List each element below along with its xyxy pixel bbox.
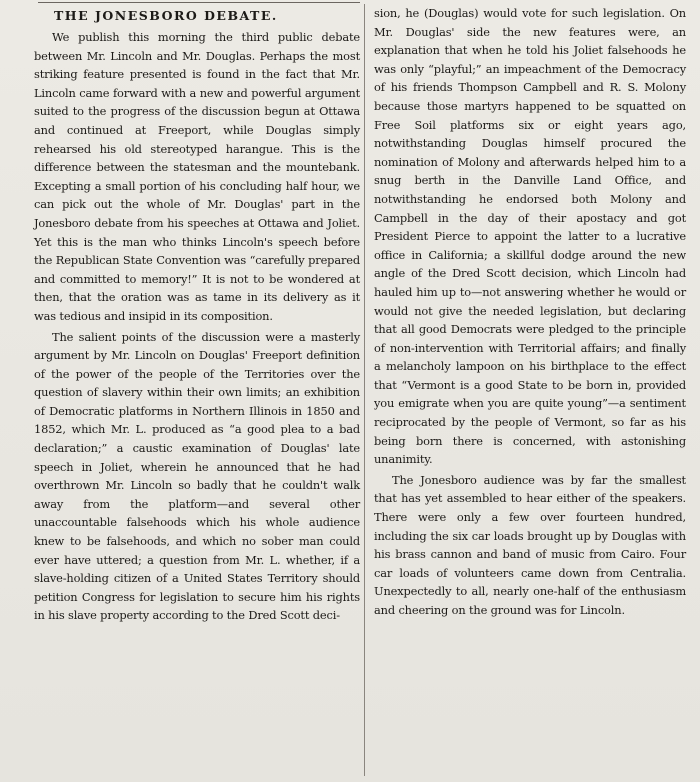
paragraph-3: The Jonesboro audience was by far the smallest that has yet assembled to hear either of the speakers. There were only a few over fourteen hundred, including the six car loads brought up by Douglas with his brass cannon and band of music from Cairo. Four car loads of volunteers came down from Centralia. Unexpectedly to all, nearly one-half of the enthusiasm and cheering on the ground was for Lincoln. bbox=[374, 472, 686, 617]
article-title: THE JONESBORO DEBATE. bbox=[54, 8, 278, 23]
top-rule bbox=[38, 2, 360, 3]
right-column bbox=[374, 4, 686, 620]
paragraph-1: We publish this morning the third public debate between Mr. Lincoln and Mr. Douglas. Perhaps the most striking feature presented is found in the fact that Mr. Lincoln came forward with a new and powerful argument suited to the progress of the discussion begun at Ottawa and continued at Freeport, while Douglas simply rehearsed his old stereotyped harangue. This is the difference between the statesman and the mountebank. Excepting a small portion of his concluding half hour, we can pick out the whole of Mr. Douglas' part in the Jonesboro debate from his speeches at Ottawa and Joliet. Yet this is the man who thinks Lincoln's speech before the Republican State Convention was “carefully prepared and committed to memory!” It is not to be wondered at then, that the oration was as tame in its delivery as it was tedious and insipid in its composition. bbox=[34, 30, 360, 323]
paragraph-2: The salient points of the discussion were a masterly argument by Mr. Lincoln on Douglas' Freeport definition of the power of the people of the Territories over the question of slavery within their own limits; an exhibition of Democratic platforms in Northern Illinois in 1850 and 1852, which Mr. L. produced as “a good plea to a bad declaration;” a caustic examination of Douglas' late speech in Joliet, wherein he announced that he had overthrown Mr. Lincoln so badly that he couldn't walk away from the platform—and several other unaccountable falsehoods which his whole audience knew to be falsehoods, and which no sober man could ever have uttered; a question from Mr. L. whether, if a slave-holding citizen of a United States Territory should petition Congress for legislation to secure him his rights in his slave property according to the Dred Scott deci- bbox=[34, 329, 360, 623]
paragraph-2-continued: sion, he (Douglas) would vote for such legislation. On Mr. Douglas' side the new features were, an explanation that when he told his Joliet falsehoods he was only “playful;” an impeachment of the Democracy of his friends Thompson Campbell and R. S. Molony because those martyrs happened to be squatted on Free Soil platforms six or eight years ago, notwithstanding Douglas himself procured the nomination of Molony and afterwards helped him to a snug berth in the Danville Land Office, and notwithstanding he endorsed both Molony and Campbell in the day of their apostacy and got President Pierce to appoint the latter to a lucrative office in California; a skillful dodge around the new angle of the Dred Scott decision, which Lincoln had hauled him up to—not answering whether he would or would not give the needed legislation, but declaring that all good Democrats were pledged to the principle of non-intervention with Territorial affairs; and finally a melancholy lampoon on his birthplace to the effect that “Vermont is a good State to be born in, provided you emigrate when you are quite young”—a sentiment reciprocated by the people of Vermont, so far as his being born there is concerned, with astonishing unanimity. bbox=[374, 6, 686, 467]
left-column bbox=[34, 6, 360, 625]
column-divider bbox=[364, 4, 365, 776]
